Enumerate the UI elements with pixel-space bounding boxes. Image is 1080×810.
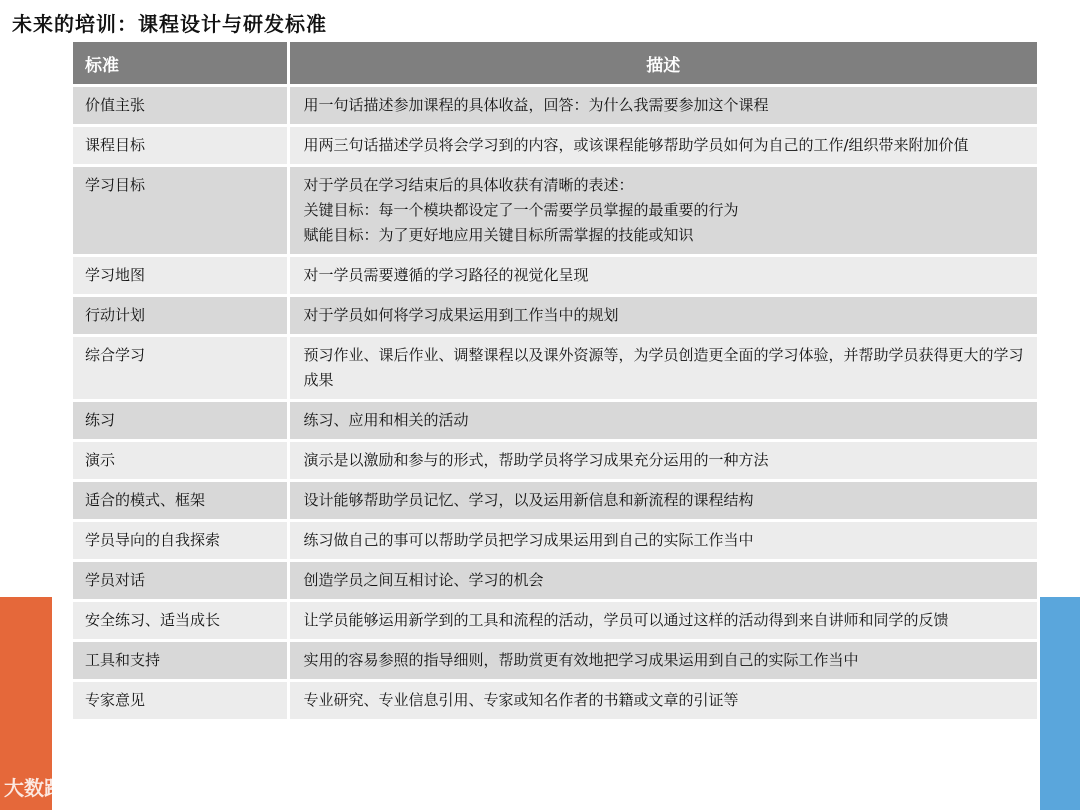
table-row — [73, 681, 1037, 720]
standard-cell: 工具和支持 — [73, 641, 288, 681]
table-body — [73, 86, 1037, 720]
standard-cell: 课程目标 — [73, 126, 288, 166]
table-row — [73, 561, 1037, 601]
table-row — [73, 126, 1037, 166]
description-cell: 预习作业、课后作业、调整课程以及课外资源等，为学员创造更全面的学习体验，并帮助学员获得更大的学习成果 — [288, 336, 1037, 401]
description-cell: 创造学员之间互相讨论、学习的机会 — [288, 561, 1037, 601]
standard-cell: 学习地图 — [73, 256, 288, 296]
table-row — [73, 86, 1037, 126]
standard-cell: 适合的模式、框架 — [73, 481, 288, 521]
description-cell: 对于学员如何将学习成果运用到工作当中的规划 — [288, 296, 1037, 336]
standard-cell: 价值主张 — [73, 86, 288, 126]
page-title: 未来的培训：课程设计与研发标准 — [12, 12, 327, 36]
standards-table — [73, 42, 1037, 719]
table-header-row — [73, 42, 1037, 86]
description-cell: 让学员能够运用新学到的工具和流程的活动，学员可以通过这样的活动得到来自讲师和同学的反馈 — [288, 601, 1037, 641]
table-row — [73, 641, 1037, 681]
table-row — [73, 401, 1037, 441]
standard-cell: 安全练习、适当成长 — [73, 601, 288, 641]
description-cell: 对一学员需要遵循的学习路径的视觉化呈现 — [288, 256, 1037, 296]
column-header-standard: 标准 — [73, 42, 288, 86]
standard-cell: 专家意见 — [73, 681, 288, 720]
table-row — [73, 601, 1037, 641]
description-cell: 实用的容易参照的指导细则，帮助赏更有效地把学习成果运用到自己的实际工作当中 — [288, 641, 1037, 681]
description-cell: 用一句话描述参加课程的具体收益，回答：为什么我需要参加这个课程 — [288, 86, 1037, 126]
description-cell: 练习、应用和相关的活动 — [288, 401, 1037, 441]
standards-table-container — [73, 42, 1037, 719]
description-cell: 对于学员在学习结束后的具体收获有清晰的表述： 关键目标：每一个模块都设定了一个需要学员掌握的最重要的行为 赋能目标：为了更好地应用关键目标所需掌握的技能或知识 — [288, 166, 1037, 256]
table-row — [73, 296, 1037, 336]
standard-cell: 学员对话 — [73, 561, 288, 601]
standard-cell: 综合学习 — [73, 336, 288, 401]
table-row — [73, 481, 1037, 521]
table-row — [73, 441, 1037, 481]
description-cell: 演示是以激励和参与的形式，帮助学员将学习成果充分运用的一种方法 — [288, 441, 1037, 481]
watermark-logo: 大数跨境 — [4, 776, 84, 800]
table-row — [73, 336, 1037, 401]
standard-cell: 练习 — [73, 401, 288, 441]
decorative-blue-bar — [1040, 597, 1080, 810]
description-cell: 设计能够帮助学员记忆、学习，以及运用新信息和新流程的课程结构 — [288, 481, 1037, 521]
table-row — [73, 256, 1037, 296]
table-row — [73, 166, 1037, 256]
table-row — [73, 521, 1037, 561]
standard-cell: 行动计划 — [73, 296, 288, 336]
description-cell: 专业研究、专业信息引用、专家或知名作者的书籍或文章的引证等 — [288, 681, 1037, 720]
column-header-description: 描述 — [288, 42, 1037, 86]
description-cell: 练习做自己的事可以帮助学员把学习成果运用到自己的实际工作当中 — [288, 521, 1037, 561]
description-cell: 用两三句话描述学员将会学习到的内容，或该课程能够帮助学员如何为自己的工作/组织带来附加价值 — [288, 126, 1037, 166]
standard-cell: 学习目标 — [73, 166, 288, 256]
standard-cell: 演示 — [73, 441, 288, 481]
standard-cell: 学员导向的自我探索 — [73, 521, 288, 561]
